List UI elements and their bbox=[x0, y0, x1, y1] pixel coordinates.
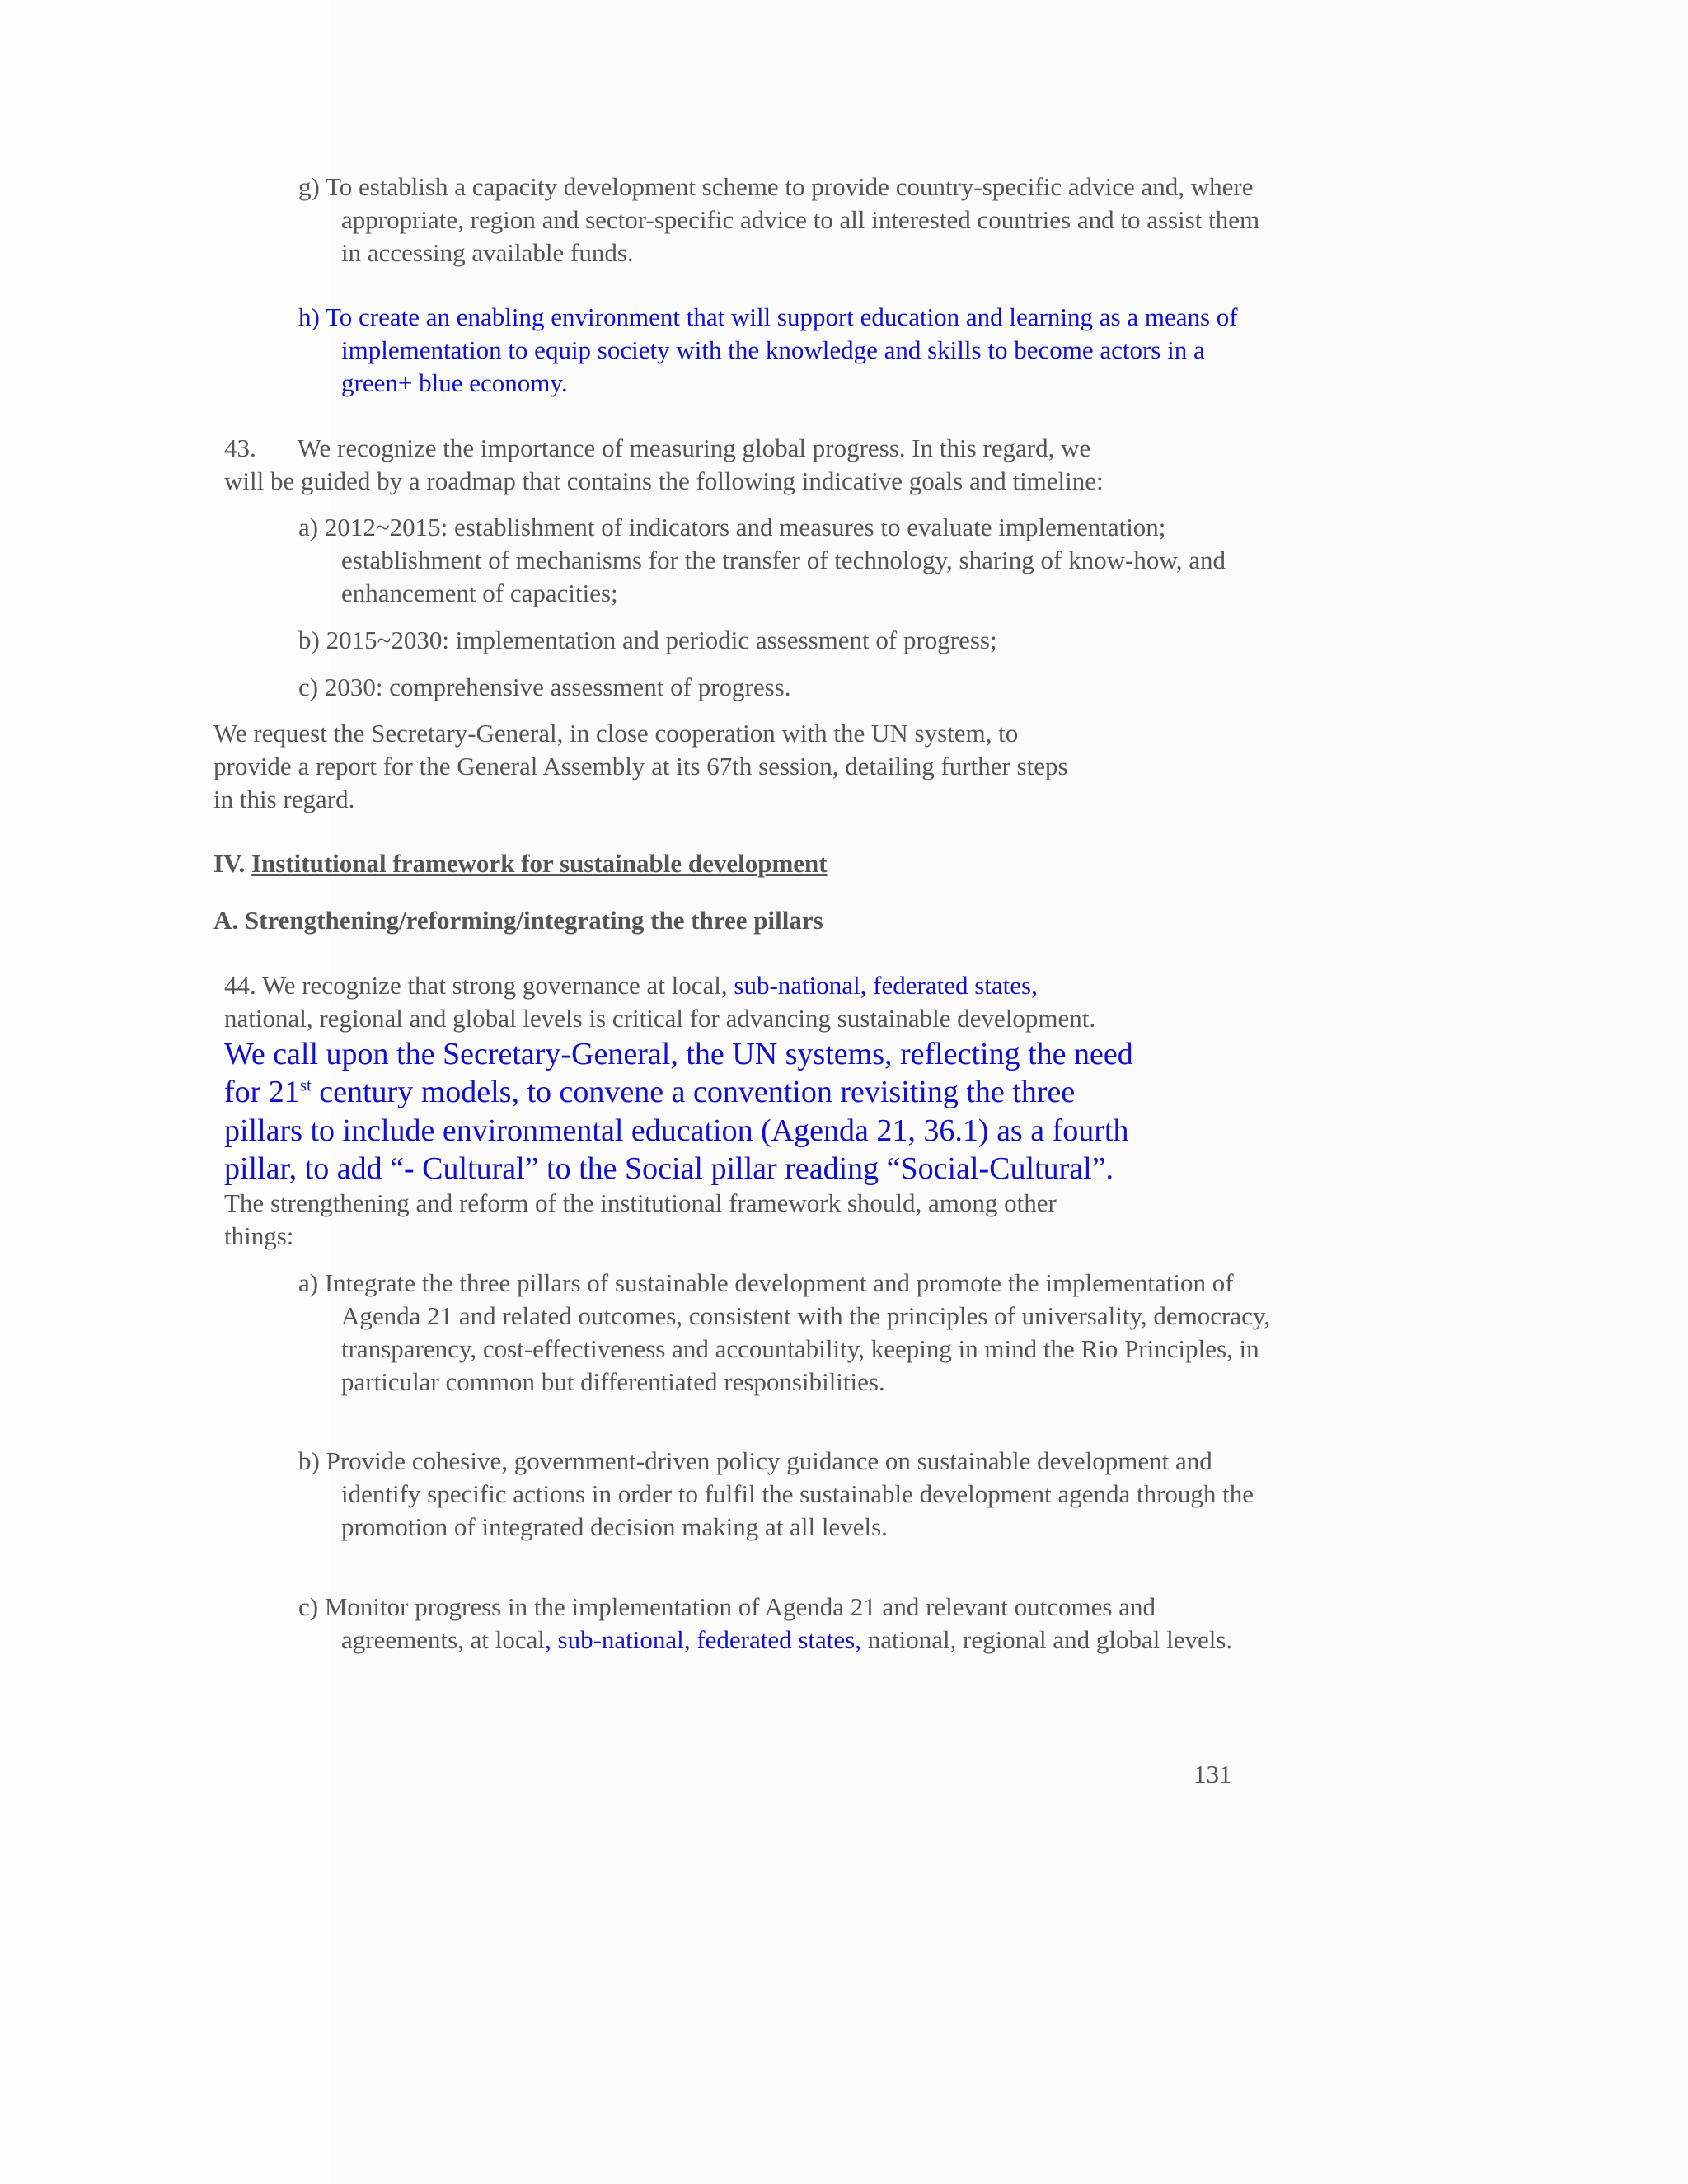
item-marker: a) bbox=[298, 513, 319, 541]
framework-item-b bbox=[298, 1445, 1281, 1544]
item-marker: c) bbox=[298, 673, 319, 701]
call-upon-line2: for 21st century models, to convene a convention revisiting the three bbox=[224, 1075, 1076, 1109]
list-item-h bbox=[298, 301, 1256, 400]
roadmap-item-a bbox=[298, 511, 1281, 610]
roadmap-item-b bbox=[298, 624, 1281, 657]
paragraph-43-line1: 43. We recognize the importance of measuring global progress. In this regard, we bbox=[224, 434, 1091, 462]
call-upon-line1: We call upon the Secretary-General, the UN systems, reflecting the need bbox=[224, 1037, 1133, 1071]
roadmap-item-c bbox=[298, 671, 1281, 704]
section-title: Institutional framework for sustainable development bbox=[251, 849, 828, 878]
paragraph-44-line1: 44. We recognize that strong governance at local, sub-national, federated states, bbox=[224, 971, 1038, 1000]
item-marker: g) bbox=[298, 172, 320, 201]
item-marker: b) bbox=[298, 626, 320, 654]
framework-item-a bbox=[298, 1267, 1281, 1399]
framework-item-c: c) Monitor progress in the implementation of Agenda 21 and relevant outcomes and agreements, at local, sub-national, federated states, national, regional and global levels. bbox=[298, 1592, 1233, 1654]
paragraph-44-after-line2: things: bbox=[224, 1221, 294, 1250]
section-number: IV. bbox=[213, 849, 246, 878]
request-line1: We request the Secretary-General, in close cooperation with the UN system, to bbox=[213, 719, 1019, 748]
page-number: 131 bbox=[1193, 1760, 1232, 1788]
inserted-text: sub-national, federated states, bbox=[734, 971, 1038, 1000]
request-line2: provide a report for the General Assembly at its 67th session, detailing further steps bbox=[213, 752, 1068, 780]
item-marker: a) bbox=[298, 1268, 319, 1297]
paragraph-44-line2: national, regional and global levels is critical for advancing sustainable development. bbox=[224, 1004, 1096, 1033]
item-text: Integrate the three pillars of sustainable development and promote the implementation of Agenda 21 and related outcomes, consistent with the principles of universality, democracy, transparency, cost-effectiveness and accountability, keeping in mind the Rio Principles, in particular common but differentiated responsibilities. bbox=[324, 1268, 1271, 1396]
item-text: To create an enabling environment that will support education and learning as a means of implementation to equip society with the knowledge and skills to become actors in a green+ blue economy. bbox=[326, 302, 1238, 397]
paragraph-43-line2: will be guided by a roadmap that contains the following indicative goals and timeline: bbox=[224, 466, 1104, 495]
item-marker: c) bbox=[298, 1592, 319, 1621]
subsection-heading: A. Strengthening/reforming/integrating the three pillars bbox=[213, 906, 823, 935]
item-text: Provide cohesive, government-driven policy guidance on sustainable development and identify specific actions in order to fulfil the sustainable development agenda through the promotion of integrated decision making at all levels. bbox=[326, 1446, 1254, 1541]
paragraph-number: 43. bbox=[224, 434, 256, 462]
item-text: 2030: comprehensive assessment of progress. bbox=[324, 673, 791, 701]
list-item-g bbox=[298, 171, 1281, 269]
item-text: 2012~2015: establishment of indicators and measures to evaluate implementation; establishment of mechanisms for the transfer of technology, sharing of know-how, and enhancement of capacities; bbox=[324, 513, 1226, 607]
paragraph-44-after-line1: The strengthening and reform of the institutional framework should, among other bbox=[224, 1188, 1057, 1217]
item-marker: h) bbox=[298, 302, 320, 331]
request-line3: in this regard. bbox=[213, 785, 355, 813]
inserted-text: , sub-national, federated states, bbox=[545, 1625, 861, 1654]
item-text: To establish a capacity development scheme to provide country-specific advice and, where appropriate, region and sector-specific advice to all interested countries and to assist them in accessing available funds. bbox=[326, 172, 1260, 267]
section-heading bbox=[213, 847, 828, 880]
item-text: 2015~2030: implementation and periodic assessment of progress; bbox=[326, 626, 997, 654]
call-upon-line3: pillars to include environmental education (Agenda 21, 36.1) as a fourth bbox=[224, 1113, 1129, 1148]
item-marker: b) bbox=[298, 1446, 320, 1475]
call-upon-line4: pillar, to add “- Cultural” to the Social pillar reading “Social-Cultural”. bbox=[224, 1151, 1114, 1186]
